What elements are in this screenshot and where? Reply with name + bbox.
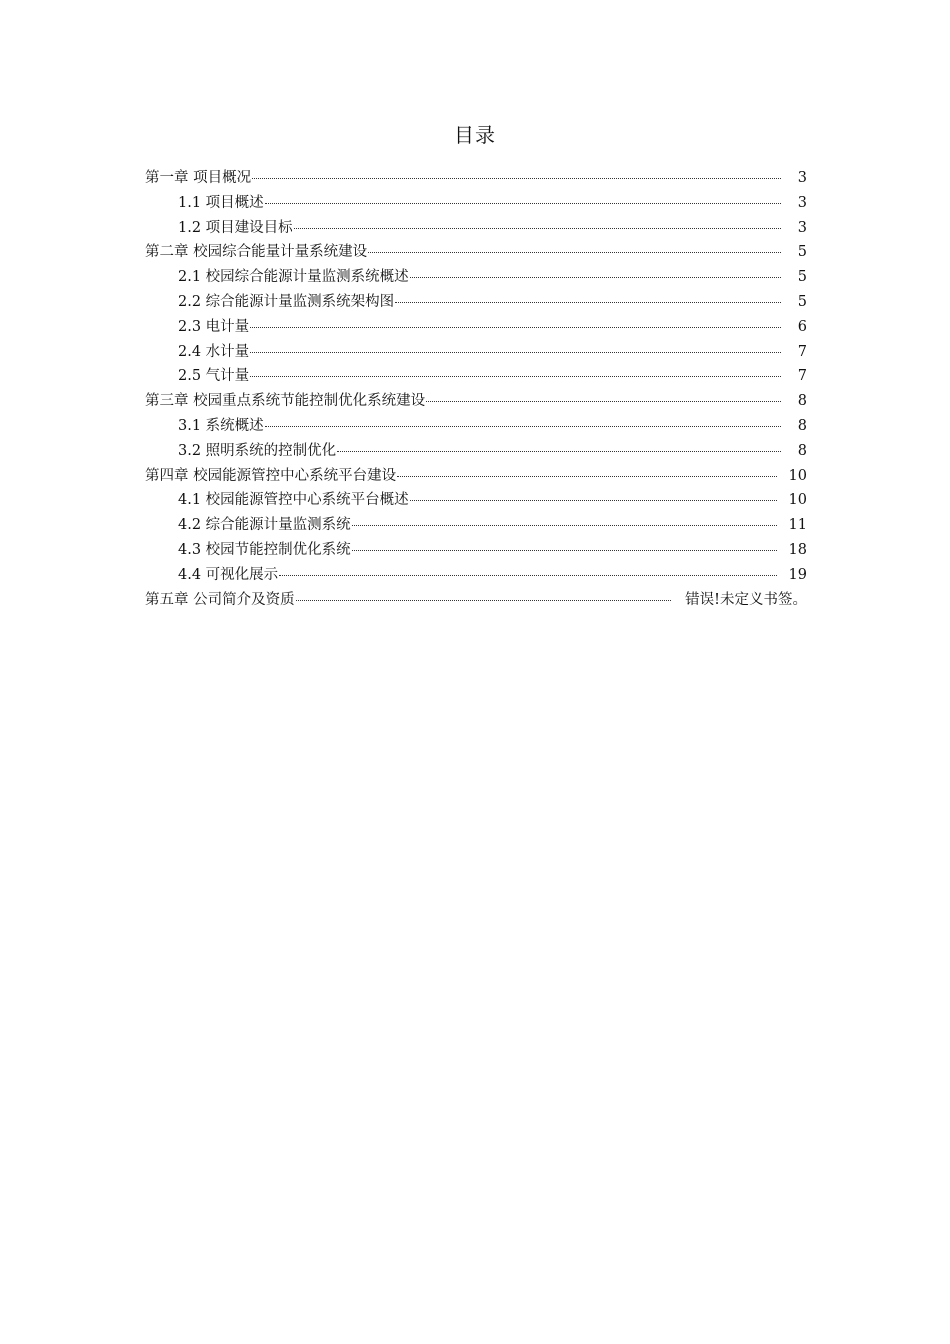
- toc-entry-page-number: 10: [788, 467, 807, 484]
- toc-dot-leader: [250, 352, 781, 353]
- toc-entry[interactable]: [145, 563, 807, 588]
- toc-entry-label: 3.2 照明系统的控制优化: [178, 442, 337, 459]
- toc-entry[interactable]: [145, 513, 807, 538]
- toc-entry-label: 4.3 校园节能控制优化系统: [178, 541, 351, 558]
- toc-entry[interactable]: [145, 216, 807, 241]
- toc-entry[interactable]: [145, 414, 807, 439]
- toc-entry[interactable]: [145, 290, 807, 315]
- toc-entry-page-number: 6: [797, 318, 807, 335]
- toc-entry[interactable]: [145, 538, 807, 563]
- toc-entry-label: 2.3 电计量: [178, 318, 250, 335]
- toc-entry-label: 3.1 系统概述: [178, 417, 264, 434]
- toc-entry-page-number: 7: [797, 368, 807, 385]
- toc-entry[interactable]: [145, 340, 807, 365]
- toc-entry[interactable]: [145, 439, 807, 464]
- toc-entry-label: 4.4 可视化展示: [178, 566, 279, 583]
- toc-entry-label: 第二章 校园综合能量计量系统建设: [145, 244, 368, 261]
- toc-dot-leader: [352, 525, 777, 526]
- toc-entry[interactable]: [145, 191, 807, 216]
- toc-dot-leader: [395, 302, 781, 303]
- toc-entry-page-number: 11: [788, 517, 807, 534]
- toc-entry-page-number: 3: [797, 219, 807, 236]
- toc-entry-label: 2.1 校园综合能源计量监测系统概述: [178, 269, 409, 286]
- toc-entry-page-number: 7: [797, 343, 807, 360]
- toc-entry[interactable]: [145, 464, 807, 489]
- toc-entry-label: 4.1 校园能源管控中心系统平台概述: [178, 492, 409, 509]
- toc-entry[interactable]: [145, 488, 807, 513]
- table-of-contents: [145, 166, 807, 612]
- toc-entry[interactable]: [145, 364, 807, 389]
- toc-dot-leader: [410, 500, 777, 501]
- toc-dot-leader: [368, 252, 781, 253]
- toc-title: 目录: [454, 123, 496, 147]
- toc-entry[interactable]: [145, 240, 807, 265]
- toc-entry-label: 2.5 气计量: [178, 368, 250, 385]
- toc-entry-label: 1.1 项目概述: [178, 194, 264, 211]
- toc-entry-page-number: 5: [797, 269, 807, 286]
- toc-entry-page-number: 10: [788, 492, 807, 509]
- toc-entry-page-number: 错误!未定义书签。: [685, 591, 807, 608]
- toc-entry-label: 第一章 项目概况: [145, 170, 252, 186]
- toc-dot-leader: [265, 426, 781, 427]
- toc-entry-label: 第三章 校园重点系统节能控制优化系统建设: [145, 393, 426, 410]
- toc-dot-leader: [410, 277, 781, 278]
- toc-entry-page-number: 3: [797, 194, 807, 211]
- toc-entry-page-number: 3: [797, 170, 807, 186]
- toc-entry[interactable]: [145, 588, 807, 613]
- toc-entry-page-number: 8: [797, 417, 807, 434]
- toc-entry-page-number: 8: [797, 442, 807, 459]
- toc-dot-leader: [352, 550, 777, 551]
- toc-dot-leader: [426, 401, 781, 402]
- toc-entry-label: 第四章 校园能源管控中心系统平台建设: [145, 467, 397, 484]
- toc-dot-leader: [252, 178, 781, 179]
- toc-entry-page-number: 5: [797, 293, 807, 310]
- toc-dot-leader: [294, 228, 781, 229]
- toc-dot-leader: [296, 600, 672, 601]
- toc-entry[interactable]: [145, 315, 807, 340]
- toc-entry-label: 第五章 公司简介及资质: [145, 591, 295, 608]
- toc-dot-leader: [337, 451, 781, 452]
- toc-entry-page-number: 18: [788, 541, 807, 558]
- toc-entry-label: 2.2 综合能源计量监测系统架构图: [178, 293, 395, 310]
- toc-dot-leader: [397, 476, 776, 477]
- toc-dot-leader: [250, 376, 781, 377]
- toc-entry-label: 1.2 项目建设目标: [178, 219, 293, 236]
- toc-dot-leader: [265, 203, 781, 204]
- toc-dot-leader: [279, 575, 776, 576]
- toc-entry-page-number: 19: [788, 566, 807, 583]
- toc-entry-page-number: 5: [797, 244, 807, 261]
- toc-entry[interactable]: [145, 166, 807, 191]
- toc-entry-label: 4.2 综合能源计量监测系统: [178, 517, 351, 534]
- toc-dot-leader: [250, 327, 781, 328]
- toc-entry-page-number: 8: [797, 393, 807, 410]
- toc-entry[interactable]: [145, 389, 807, 414]
- toc-entry[interactable]: [145, 265, 807, 290]
- toc-entry-label: 2.4 水计量: [178, 343, 250, 360]
